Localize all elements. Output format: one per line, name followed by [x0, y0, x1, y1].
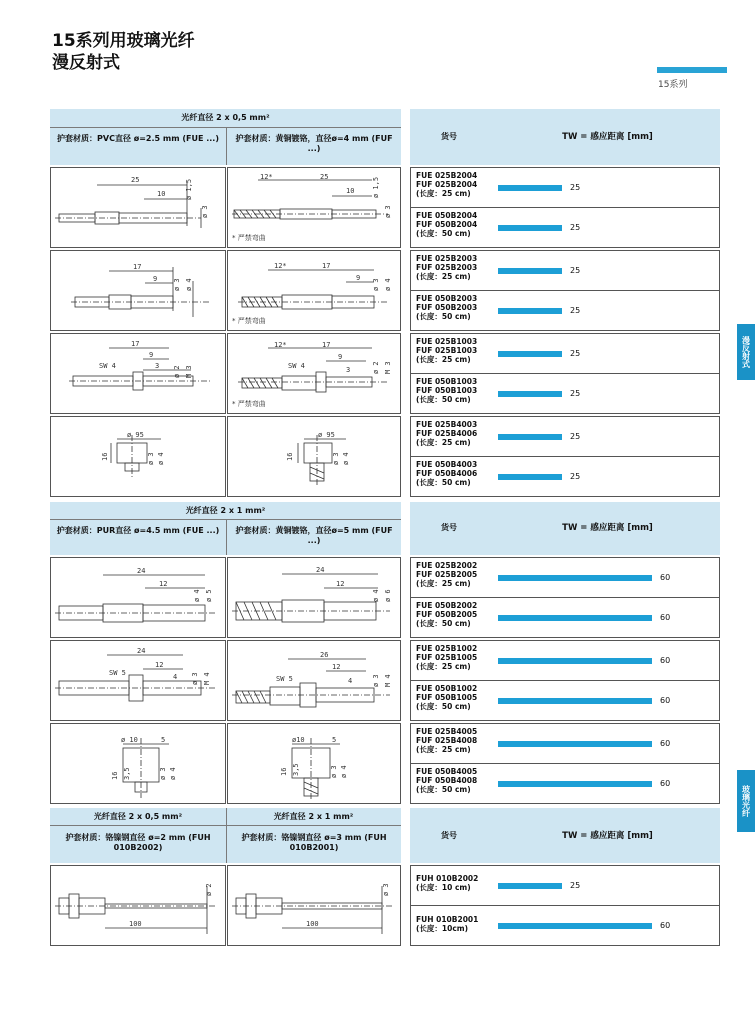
tw-value: 60 [660, 779, 671, 788]
tw-value: 25 [570, 432, 581, 441]
dimension-drawing [51, 417, 227, 498]
tw-value: 25 [570, 306, 581, 315]
dim-thread: M 3 [384, 361, 392, 374]
section1-fiber-heading: 光纤直径 2 x 0,5 mm² [181, 113, 270, 122]
dim-length-inner: 9 [149, 351, 154, 359]
dim-height: 16 [286, 452, 294, 461]
tw-value: 25 [570, 349, 581, 358]
dim-diameter: ø 2 [372, 361, 380, 374]
tw-value: 25 [570, 223, 581, 232]
drawing-fue-2003 [50, 250, 226, 331]
drawing-fuf-2005 [227, 557, 401, 638]
product-group-5 [410, 557, 720, 638]
tw-value: 60 [660, 921, 671, 930]
section2-col1-heading: 护套材质：PUR直径 ø=4.5 mm (FUE ...) [56, 526, 220, 535]
part-number: FUE 050B4003 FUF 050B4006 (长度：50 cm) [416, 460, 478, 487]
part-number: FUE 050B4005 FUF 050B4008 (长度：50 cm) [416, 767, 478, 794]
drawing-fuf-4006 [227, 416, 401, 497]
product-group-6 [410, 640, 720, 721]
dimension-drawing [51, 558, 227, 639]
dim-unbendable: 12* [274, 262, 287, 270]
dim-length: 24 [137, 647, 146, 655]
part-number: FUE 025B1002 FUF 025B1005 (长度：25 cm) [416, 644, 478, 671]
part-number: FUE 025B2004 FUF 025B2004 (长度：25 cm) [416, 171, 478, 198]
dim-diameter-head: ø 95 [318, 431, 335, 439]
drawing-fuh-2001 [227, 865, 401, 946]
dim-thread: M 4 [384, 674, 392, 687]
drawing-fue-2002 [50, 557, 226, 638]
dimension-drawing [228, 724, 402, 805]
dim-diameter: ø 3 [382, 883, 390, 896]
section3-part-heading: 货号 [441, 831, 457, 840]
dim-diameter: ø 3 [372, 674, 380, 687]
section2-part-heading: 货号 [441, 523, 457, 532]
drawing-fuf-4008 [227, 723, 401, 804]
dim-wrench-size: SW 4 [288, 362, 305, 370]
tw-value: 25 [570, 472, 581, 481]
dim-thread: M 4 [203, 672, 211, 685]
tw-value: 60 [660, 656, 671, 665]
dim-length: 100 [129, 920, 142, 928]
dimension-drawing [51, 168, 227, 249]
dim-length: 24 [137, 567, 146, 575]
section3-col2-heading: 护套材质：铬镍钢直径 ø=3 mm (FUH 010B2001) [241, 833, 387, 852]
dim-diameter-1: ø 1,5 [372, 176, 380, 198]
part-number: FUE 025B4005 FUF 025B4008 (长度：25 cm) [416, 727, 478, 754]
drawing-fuf-1005 [227, 640, 401, 721]
part-number: FUH 010B2001 (长度：10cm) [416, 915, 479, 933]
dim-diameter-2: ø 4 [169, 767, 177, 780]
dim-diameter: ø 3 [191, 672, 199, 685]
dim-length-inner: 9 [356, 274, 361, 282]
part-number: FUE 025B4003 FUF 025B4006 (长度：25 cm) [416, 420, 478, 447]
series-label: 15系列 [658, 80, 688, 90]
dim-diameter-1: ø 1,5 [185, 178, 193, 200]
dim-diameter-2: ø 4 [185, 278, 193, 291]
dim-diameter-1: ø 3 [332, 452, 340, 465]
dimension-drawing [51, 724, 227, 805]
dimension-drawing [51, 251, 227, 332]
tw-bar [498, 615, 652, 621]
dim-thread-length: 4 [173, 673, 178, 681]
dim-height: 16 [280, 767, 288, 776]
drawing-fue-4005 [50, 723, 226, 804]
dim-diameter-2: ø 5 [205, 589, 213, 602]
tw-value: 60 [660, 613, 671, 622]
dim-diameter-head: ø10 [292, 736, 305, 744]
dim-diameter-2: ø 4 [340, 765, 348, 778]
drawing-fue-1002 [50, 640, 226, 721]
dim-diameter: ø 2 [173, 365, 181, 378]
dim-wrench-size: SW 5 [109, 669, 126, 677]
dim-length: 100 [306, 920, 319, 928]
part-number: FUE 050B2003 FUF 050B2003 (长度：50 cm) [416, 294, 478, 321]
dim-diameter-1: ø 4 [372, 589, 380, 602]
drawing-fuf-2003 [227, 250, 401, 331]
dim-diameter-1: ø 3 [159, 767, 167, 780]
dim-wrench-size: SW 4 [99, 362, 116, 370]
dim-length: 25 [320, 173, 329, 181]
tw-value: 25 [570, 389, 581, 398]
section3-col1-heading: 护套材质：铬镍钢直径 ø=2 mm (FUH 010B2002) [65, 833, 211, 852]
tw-value: 60 [660, 696, 671, 705]
drawing-fuf-1003 [227, 333, 401, 414]
dim-diameter-2: ø 4 [157, 452, 165, 465]
part-number: FUE 025B1003 FUF 025B1003 (长度：25 cm) [416, 337, 478, 364]
tw-value: 60 [660, 739, 671, 748]
dim-unbendable: 12* [274, 341, 287, 349]
section1-part-heading: 货号 [441, 132, 457, 141]
dim-thread-length: 3 [155, 362, 160, 370]
dim-length-inner: 12 [336, 580, 345, 588]
drawing-fuf-2004 [227, 167, 401, 248]
dim-length: 25 [131, 176, 140, 184]
part-number: FUE 050B1003 FUF 050B1003 (长度：50 cm) [416, 377, 478, 404]
tw-bar [498, 658, 652, 664]
dim-length-inner: 9 [338, 353, 343, 361]
drawing-fue-2004 [50, 167, 226, 248]
dim-thread-length: 4 [348, 677, 353, 685]
dim-diameter-1: ø 3 [330, 765, 338, 778]
section3-fiber-heading-1: 光纤直径 2 x 0,5 mm² [93, 812, 183, 821]
dim-diameter-2: ø 4 [384, 278, 392, 291]
section3-fiber-heading-2: 光纤直径 2 x 1 mm² [273, 812, 354, 821]
tw-bar [498, 474, 562, 480]
section2-fiber-heading: 光纤直径 2 x 1 mm² [185, 506, 266, 515]
tw-bar [498, 781, 652, 787]
dim-offset: 3,5 [292, 763, 300, 776]
no-bend-note: * 严禁弯曲 [232, 234, 266, 242]
section2-col2-heading: 护套材质：黄铜镀铬，直径ø=5 mm (FUF ...) [235, 526, 393, 545]
dim-diameter-1: ø 3 [372, 278, 380, 291]
tw-bar [498, 351, 562, 357]
title-line-1: 15系列用玻璃光纤 [52, 31, 195, 51]
drawing-fue-4003 [50, 416, 226, 497]
tw-bar [498, 434, 562, 440]
tw-bar [498, 575, 652, 581]
tw-bar [498, 883, 562, 889]
product-group-2 [410, 250, 720, 331]
dimension-drawing [51, 866, 227, 947]
dim-height: 16 [101, 452, 109, 461]
dim-diameter-1: ø 3 [147, 452, 155, 465]
side-tab-diffuse: 漫反射式 [737, 324, 755, 380]
title-line-2: 漫反射式 [52, 53, 120, 73]
tw-bar [498, 923, 652, 929]
dim-length: 17 [131, 340, 140, 348]
product-group-8 [410, 865, 720, 946]
dimension-drawing [228, 558, 402, 639]
dimension-drawing [228, 641, 402, 722]
dim-length: 17 [133, 263, 142, 271]
dim-thread-length: 3 [346, 366, 351, 374]
tw-bar [498, 225, 562, 231]
dim-length-inner: 12 [155, 661, 164, 669]
drawing-fue-1003 [50, 333, 226, 414]
dim-height: 16 [111, 771, 119, 780]
product-group-1 [410, 167, 720, 248]
dim-wrench-size: SW 5 [276, 675, 293, 683]
section3-tw-heading: TW = 感应距离 [mm] [562, 831, 653, 841]
dim-length: 26 [320, 651, 329, 659]
dim-length-inner: 10 [157, 190, 166, 198]
dim-diameter-2: ø 6 [384, 589, 392, 602]
side-tab-glass-fiber: 玻璃光纤 [737, 770, 755, 832]
dim-length: 17 [322, 341, 331, 349]
dim-diameter-2: ø 4 [342, 452, 350, 465]
tw-bar [498, 185, 562, 191]
dim-diameter-1: ø 3 [173, 278, 181, 291]
part-number: FUE 025B2002 FUF 025B2005 (长度：25 cm) [416, 561, 478, 588]
tw-bar [498, 268, 562, 274]
drawing-fuh-2002 [50, 865, 226, 946]
page-title [52, 30, 195, 74]
tw-value: 25 [570, 881, 581, 890]
dim-length-inner: 12 [159, 580, 168, 588]
dim-offset: 3,5 [123, 767, 131, 780]
tw-bar [498, 308, 562, 314]
dim-length: 24 [316, 566, 325, 574]
dim-diameter-1: ø 4 [193, 589, 201, 602]
section1-col1-heading: 护套材质：PVC直径 ø=2.5 mm (FUE ...) [57, 134, 219, 143]
dim-diameter: ø 2 [205, 883, 213, 896]
dim-length-inner: 10 [346, 187, 355, 195]
dimension-drawing [228, 417, 402, 498]
dim-length-inner: 12 [332, 663, 341, 671]
no-bend-note: * 严禁弯曲 [232, 400, 266, 408]
dim-length-inner: 9 [153, 275, 158, 283]
tw-bar [498, 741, 652, 747]
part-number: FUE 050B2002 FUF 050B2005 (长度：50 cm) [416, 601, 478, 628]
part-number: FUE 025B2003 FUF 025B2003 (长度：25 cm) [416, 254, 478, 281]
tw-bar [498, 698, 652, 704]
dimension-drawing [51, 641, 227, 722]
series-bar [657, 67, 727, 73]
section1-col2-heading: 护套材质：黄铜镀铬，直径ø=4 mm (FUF ...) [235, 134, 393, 153]
dim-diameter-head: ø 10 [121, 736, 138, 744]
tw-value: 25 [570, 183, 581, 192]
dim-head-height: 5 [161, 736, 166, 744]
part-number: FUE 050B2004 FUF 050B2004 (长度：50 cm) [416, 211, 478, 238]
product-group-4 [410, 416, 720, 497]
dimension-drawing [51, 334, 227, 415]
no-bend-note: * 严禁弯曲 [232, 317, 266, 325]
dim-length: 17 [322, 262, 331, 270]
dimension-drawing [228, 866, 402, 947]
dim-diameter-head: ø 95 [127, 431, 144, 439]
dim-diameter-2: ø 3 [384, 205, 392, 218]
product-group-3 [410, 333, 720, 414]
dim-unbendable: 12* [260, 173, 273, 181]
part-number: FUH 010B2002 (长度：10 cm) [416, 874, 479, 892]
tw-value: 60 [660, 573, 671, 582]
tw-value: 25 [570, 266, 581, 275]
section1-tw-heading: TW = 感应距离 [mm] [562, 132, 653, 142]
tw-bar [498, 391, 562, 397]
dim-diameter-2: ø 3 [201, 205, 209, 218]
product-group-7 [410, 723, 720, 804]
part-number: FUE 050B1002 FUF 050B1005 (长度：50 cm) [416, 684, 478, 711]
dim-head-height: 5 [332, 736, 337, 744]
dim-thread: M 3 [185, 365, 193, 378]
section2-tw-heading: TW = 感应距离 [mm] [562, 523, 653, 533]
